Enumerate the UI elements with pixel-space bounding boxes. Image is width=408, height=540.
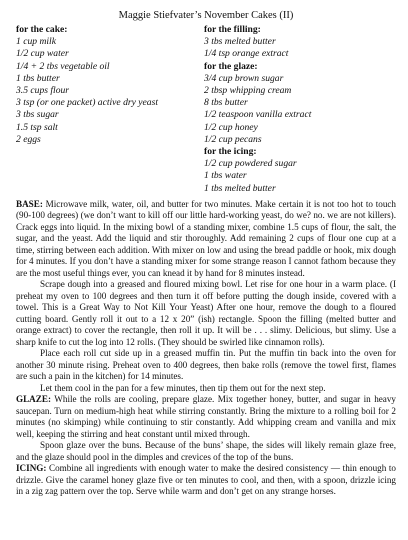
cake-heading: for the cake: xyxy=(16,24,68,35)
glaze-item: 3/4 cup brown sugar xyxy=(204,72,284,84)
base-label: BASE: xyxy=(16,198,43,209)
glaze-item: 1/2 cup honey xyxy=(204,121,258,133)
icing-label: ICING: xyxy=(16,463,47,474)
glaze-item: 8 tbs butter xyxy=(204,97,248,109)
glaze-heading: for the glaze: xyxy=(204,60,258,72)
cake-item: 3.5 cups flour xyxy=(16,85,70,97)
cake-ingredients xyxy=(16,24,204,195)
cool-paragraph: Let them cool in the pan for a few minutes, then tip them out for the next step. xyxy=(40,382,326,393)
filling-heading: for the filling: xyxy=(204,24,261,35)
glaze-paragraph xyxy=(16,394,396,440)
icing-item: 1/2 cup powdered sugar xyxy=(204,158,297,170)
cake-item: 1.5 tsp salt xyxy=(16,121,58,133)
ingredients-section xyxy=(16,24,396,195)
icing-text: Combine all ingredients with enough water to make the desired consistency — thin enough to drizzle. Give the caramel honey glaze five or ten minutes to cool, and then, with a spoon, drizzle icing in a zig zag pattern over the top. Serve while warm and don’t get on any strange horses. xyxy=(16,463,396,497)
cake-item: 1/2 cup water xyxy=(16,48,69,60)
glaze-text: While the rolls are cooling, prepare glaze. Mix together honey, butter, and sugar in heavy saucepan. Turn on medium-high heat while stirring constantly. Bring the mixture to a rolling boil for 2 minutes (no skimping) while continuing to stir constantly. Add whipping cream and vanilla and mix well, keeping the stirring and heat constant until mixed through. xyxy=(16,394,396,439)
bake-paragraph: Place each roll cut side up in a greased muffin tin. Put the muffin tin back into the oven for another 30 minute rising. Preheat oven to 400 degrees, then bake rolls (remove the towel first, flames are such a pain in the kitchen) for 14 minutes. xyxy=(16,348,396,382)
cake-item: 3 tsp (or one packet) active dry yeast xyxy=(16,97,158,109)
instructions xyxy=(16,199,396,498)
cake-item: 1/4 + 2 tbs vegetable oil xyxy=(16,60,110,72)
rise-paragraph: Scrape dough into a greased and floured mixing bowl. Let rise for one hour in a warm place. (I preheat my oven to 100 degrees and then turn it off before putting the dough inside, covered with a towel. This is a Great Way to Not Kill Your Yeast) After one hour, remove the dough to a floured cutting board. Gently roll it out to a 12 x 20” (ish) rectangle. Spoon the filling (melted butter and orange extract) to cover the rectangle, then roll it up. It will be . . . slimy. Delicious, but slimy. Use a sharp knife to cut the log into 12 rolls. (They should be swirled like cinnamon rolls). xyxy=(16,279,396,347)
cake-item: 2 eggs xyxy=(16,133,41,145)
base-text: Microwave milk, water, oil, and butter for two minutes. Make certain it is not too hot to touch (90-100 degrees) (we don’t want to kill off our little hard-working yeast, do we? no. we are not killers). Crack eggs into liquid. In the mixing bowl of a standing mixer, combine 1.5 cups of flour, the salt, the sugar, and the yeast. Add the liquid and stir thoroughly. Add remaining 2 cups of flour one cup at a time, stirring between each addition. With mixer on low and using the bread paddle or hook, mix dough for 4 minutes. If you don’t have a standing mixer for some strange reason I cannot fathom because they are the most useful things ever, you can knead it by hand for 8 minutes instead. xyxy=(16,198,396,278)
glaze-item: 1/2 teaspoon vanilla extract xyxy=(204,109,312,121)
filling-item: 3 tbs melted butter xyxy=(204,36,276,48)
icing-item: 1 tbs melted butter xyxy=(204,182,276,194)
icing-paragraph xyxy=(16,463,396,498)
filling-glaze-icing-ingredients xyxy=(204,24,396,195)
icing-item: 1 tbs water xyxy=(204,170,247,182)
glaze-item: 2 tbsp whipping cream xyxy=(204,85,292,97)
icing-heading: for the icing: xyxy=(204,146,257,158)
cake-item: 1 tbs butter xyxy=(16,72,60,84)
cake-item: 3 tbs sugar xyxy=(16,109,59,121)
cake-item: 1 cup milk xyxy=(16,36,56,48)
spoon-glaze-paragraph: Spoon glaze over the buns. Because of the buns’ shape, the sides will likely remain glaze free, and the glaze should pool in the dimples and crevices of the top of the buns. xyxy=(16,440,396,462)
page-title: Maggie Stiefvater’s November Cakes (II) xyxy=(118,10,294,21)
base-paragraph xyxy=(16,199,396,280)
glaze-label: GLAZE: xyxy=(16,394,51,405)
glaze-item: 1/2 cup pecans xyxy=(204,133,262,145)
filling-item: 1/4 tsp orange extract xyxy=(204,48,289,60)
